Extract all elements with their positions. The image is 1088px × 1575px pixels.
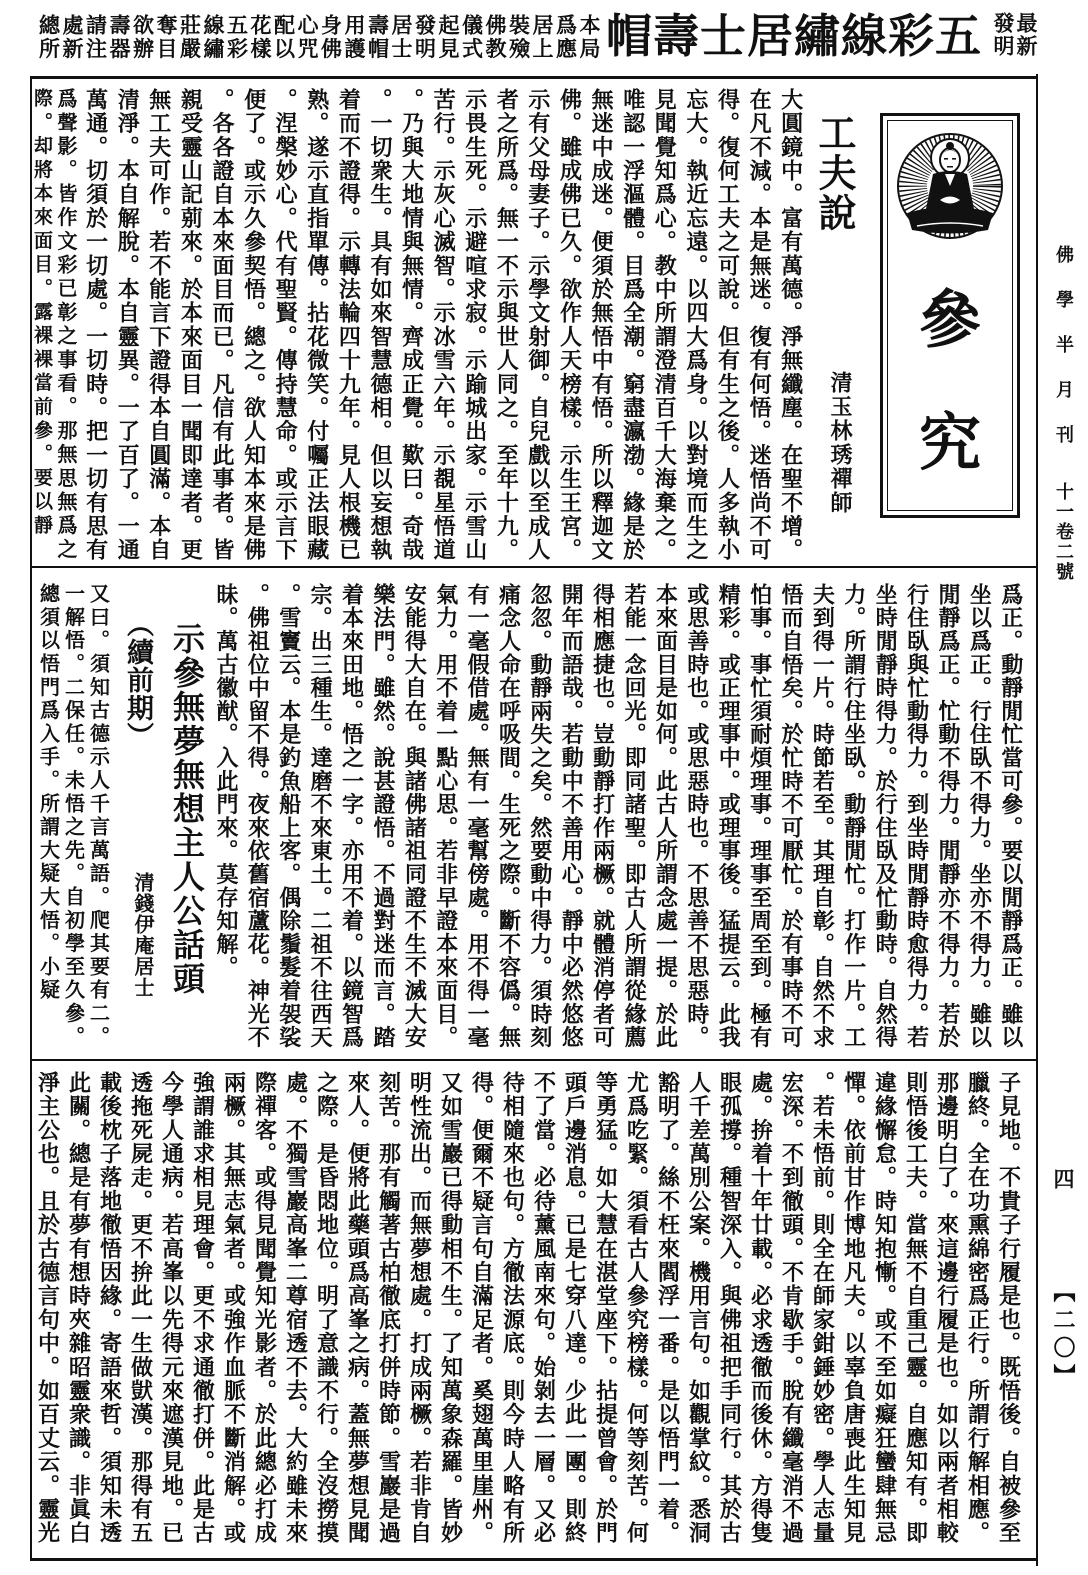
text-column: 力。所謂行住坐臥。動靜閒忙。打作一片。工: [840, 583, 867, 1049]
text-column: 又曰。須知古德示人千言萬語。爬其要有二。: [86, 583, 111, 1049]
text-column: 昧。萬古徽猷。入此門來。莫存知解。: [212, 583, 239, 980]
text-column: 閒靜爲正。忙動不得力。閒靜亦不得力。若於: [934, 583, 961, 1049]
text-column: 得。復何工夫之可說。但有生之後。人多執小: [714, 88, 741, 562]
text-column: 痛念人命在呼吸間。生死之際。斷不容僞。無: [495, 583, 522, 1049]
text-column: 強謂誰求相見理會。更不求通徹打併。此是古: [189, 1071, 216, 1545]
text-column: 者之所爲。無一不示與世人同之。至年十九。: [493, 88, 520, 562]
text-column: 行住臥與忙動得力。到坐時閒靜時愈得力。若: [903, 583, 930, 1049]
text-column: 豁明了。絲不枉來閻浮一番。是以悟門一着。: [654, 1071, 681, 1545]
journal-title: 佛學半月刊: [1053, 245, 1074, 470]
text-column: 來人。便將此藥頭爲高峯之病。蓋無夢想見聞: [344, 1071, 371, 1545]
text-column: 一解悟。二保任。未悟之先。自初學至久參。: [61, 583, 86, 1049]
text-column: 那邊明白了。來這邊行履是也。如以兩者相較: [933, 1071, 960, 1545]
text-column: 親受靈山記莂來。於本來面目一聞即達者。更: [177, 88, 204, 562]
text-column: 頭戶邊消息。已是七穿八達。少此一團。則終: [561, 1071, 588, 1545]
right-rule: [1036, 74, 1038, 1566]
text-column: 着本來田地。悟之一字。亦用不着。以鏡智爲: [338, 583, 365, 1049]
text-column: 載後枕子落地徹悟因緣。寄語來哲。須知未透: [96, 1071, 123, 1545]
text-column: 精彩。或正理事中。或理事後。猛提云。此我: [715, 583, 742, 1049]
text-column: 唯認一浮漚體。目爲全潮。窮盡瀛渤。緣是於: [619, 88, 646, 562]
text-column: 坐以爲正。行住臥不得力。坐亦不得力。雖以: [966, 583, 993, 1049]
text-column: 。乃與大地情與無情。齊成正覺。歎曰。奇哉: [398, 88, 425, 562]
article-1-author: 清玉林琇禪師: [827, 371, 853, 515]
text-column: 明性流出。而無夢想處。打成兩橛。若非肯自: [406, 1071, 433, 1545]
text-column: 則悟後工夫。當無不自重己靈。自應知有。即: [902, 1071, 929, 1545]
text-column: 萬通。切須於一切處。一切時。把一切有思有: [82, 88, 109, 562]
text-column: 本來面目是如何。此古人所謂念處一提。於此: [652, 583, 679, 1049]
article-2-continued-note: （續前期）: [122, 610, 153, 750]
text-column: 爲聲影。皆作文彩已彰之事看。那無思無爲之: [54, 88, 78, 562]
text-column: 清淨。本自解脫。本自靈異。一了百了。一通: [114, 88, 141, 562]
text-column: 總須以悟門爲入手。所謂大疑大悟。小疑: [36, 583, 61, 1003]
article-1-title: 工夫說: [812, 113, 857, 233]
text-column: 。各各證自本來面目而已。凡信有此事者。皆: [208, 88, 235, 562]
article-1-body: [31, 88, 806, 568]
article-2-title: 示參無夢無想主人公話頭: [168, 622, 206, 996]
text-column: 氣力。用不着一點心思。若非早證本來面目。: [432, 583, 459, 1049]
page-number: 【二〇】: [1050, 1280, 1076, 1392]
text-column: 淨主公也。且於古德言句中。如百丈云。靈光: [34, 1071, 61, 1545]
text-column: 。一切衆生。具有如來智慧德相。但以妄想執: [366, 88, 393, 562]
text-column: 便了。或示久參契悟。總之。欲人知本來是佛: [240, 88, 267, 562]
text-column: 。佛祖位中留不得。夜來依舊宿蘆花。神光不: [244, 583, 271, 1049]
text-column: 若能一念回光。即同諸聖。即古人所謂從緣薦: [621, 583, 648, 1049]
text-column: 示畏生死。示避喧求寂。示踰城出家。示雪山: [461, 88, 488, 562]
text-column: 際。却將本來面目。露裸裸當前參。要以靜: [31, 88, 53, 539]
text-column: 忘大。執近忘遠。以四大爲身。以對境而生之: [682, 88, 709, 562]
text-column: 臘終。全在功熏綿密爲正行。所謂行解相應。: [964, 1071, 991, 1545]
text-column: 際禪客。或得見聞覺知光影者。於此總必打成: [251, 1071, 278, 1545]
text-column: 之際。是昏悶地位。明了意識不行。全沒撈摸: [313, 1071, 340, 1545]
text-column: 坐時閒靜時得力。於行住臥及忙動時。自然得: [872, 583, 899, 1049]
text-column: 大圓鏡中。富有萬德。淨無纖塵。在聖不增。: [777, 88, 804, 562]
text-column: 在凡不減。本是無迷。復有何悟。迷悟尚不可: [746, 88, 773, 562]
bottom-rule: [30, 1558, 1038, 1561]
text-column: 夫到得一片。時節若至。其理自彰。自然不求: [809, 583, 836, 1049]
text-column: 處。不獨雪巖高峯二尊宿透不去。大約雖未來: [282, 1071, 309, 1545]
text-column: 樂法門。雖然。說甚證悟。不過對迷而言。踏: [369, 583, 396, 1049]
text-column: 着而不證得。示轉法輪四十九年。見人根機已: [335, 88, 362, 562]
section-label-jiu: 究: [918, 406, 981, 479]
text-column: 得。便爾不疑言句自滿足者。奚翅萬里崖州。: [468, 1071, 495, 1545]
text-column: 人千差萬別公案。機用言句。如觀掌紋。悉洞: [685, 1071, 712, 1545]
text-column: 見聞覺知爲心。教中所謂澄清百千大海棄之。: [651, 88, 678, 562]
text-column: 待相隨來也句。方徹法源底。則今時人略有所: [499, 1071, 526, 1545]
text-column: 宏深。不到徹頭。不肯歇手。脫有纖毫消不過: [778, 1071, 805, 1545]
text-column: 忽忽。動靜兩失之矣。然要動中得力。須時刻: [526, 583, 553, 1049]
header-badge: 最新發明: [991, 12, 1039, 58]
text-column: 。雪竇云。本是釣魚船上客。偶除鬚髮着袈裟: [275, 583, 302, 1049]
text-column: 苦行。示灰心滅智。示冰雪六年。示覩星悟道: [430, 88, 457, 562]
text-column: 得相應捷也。豈動靜打作兩橛。就體消停者可: [589, 583, 616, 1049]
article-2-body-continued: [32, 1071, 1024, 1551]
text-column: 佛。雖成佛已久。欲作人天榜樣。示生王宮。: [556, 88, 583, 562]
text-column: 宗。出三種生。達磨不來東土。二祖不往西天: [307, 583, 334, 1049]
text-column: 處。拚着十年廿載。必求透徹而後休。方得隻: [747, 1071, 774, 1545]
text-column: 又如雪巖已得動相不生。了知萬象森羅。皆妙: [437, 1071, 464, 1545]
text-column: 等勇猛。如大慧在湛堂座下。拈提曾會。於門: [592, 1071, 619, 1545]
text-column: 眼孤撐。種智深入。與佛祖把手同行。其於古: [716, 1071, 743, 1545]
text-column: 爲正。動靜閒忙當可參。要以閒靜爲正。雖以: [997, 583, 1024, 1049]
page-section: 四: [1051, 1168, 1076, 1189]
text-column: 透拖死屍走。更不拚此一生做獃漢。那得有五: [127, 1071, 154, 1545]
text-column: 無迷中成迷。便須於無悟中有悟。所以釋迦文: [588, 88, 615, 562]
text-column: 熟。遂示直指單傳。拈花微笑。付囑正法眼藏: [303, 88, 330, 562]
text-column: 尤爲吃緊。須看古人參究榜樣。何等刻苦。何: [623, 1071, 650, 1545]
text-column: 不了當。必待薰風南來句。始剝去一層。又必: [530, 1071, 557, 1545]
text-column: 。若未悟前。則全在師家鉗錘妙密。學人志量: [809, 1071, 836, 1545]
text-column: 憚。依前甘作博地凡夫。以辜負唐喪此生知見: [840, 1071, 867, 1545]
buddha-icon: [883, 116, 1017, 246]
section-label-can: 參: [918, 283, 981, 356]
article-1-body-continued: [210, 583, 1026, 1053]
text-column: 悟而自悟矣。於忙時不可厭忙。於有事時不可: [778, 583, 805, 1049]
section-divider-2: [30, 1059, 1036, 1061]
header-title: 五彩線繡居士壽帽: [606, 9, 982, 63]
text-column: 今學人通病。若高峯以先得元來遮漢見地。已: [158, 1071, 185, 1545]
text-column: 示有父母妻子。示學文射御。自兒戲以至成人: [524, 88, 551, 562]
text-column: 或思善時也。或思惡時也。不思善不思惡時。: [683, 583, 710, 1049]
text-column: 怕事。事忙須耐煩理事。理事至周至到。極有: [746, 583, 773, 1049]
text-column: 。涅槃妙心。代有聖賢。傳持慧命。或示言下: [272, 88, 299, 562]
header-ad-text: 本局爲應居上裝殮佛教儀式起見發明居士壽帽用護身佛心咒配以花樣五彩線繡莊嚴奪目欲辦壽器請注處新總所: [36, 14, 602, 61]
text-column: 無工夫可作。若不能言下證得本自圓滿。本自: [145, 88, 172, 562]
section-box: [880, 113, 1020, 518]
text-column: 刻苦。那有觸著古柏徹底打併時節。雪巖是過: [375, 1071, 402, 1545]
volume-label: 十一卷二號: [1053, 482, 1074, 582]
text-column: 開年而語哉。若動中不善用心。靜中必然悠悠: [558, 583, 585, 1049]
article-2-body: [36, 583, 111, 1053]
text-column: 子見地。不貴子行履是也。既悟後。自被參至: [995, 1071, 1022, 1545]
text-column: 兩橛。其無志氣者。或強作血脈不斷消解。或: [220, 1071, 247, 1545]
text-column: 有一毫假借處。無有一毫幫傍處。用不得一毫: [464, 583, 491, 1049]
article-2-author: 清錢伊庵居士: [131, 872, 155, 998]
top-rule: [30, 76, 1038, 79]
text-column: 此關。總是有夢有想時夾雜昭靈衆識。非眞白: [65, 1071, 92, 1545]
text-column: 安能得大自在。與諸佛諸祖同證不生不滅大安: [401, 583, 428, 1049]
text-column: 違緣懈怠。時知抱慚。或不至如癡狂蠻肆無忌: [871, 1071, 898, 1545]
